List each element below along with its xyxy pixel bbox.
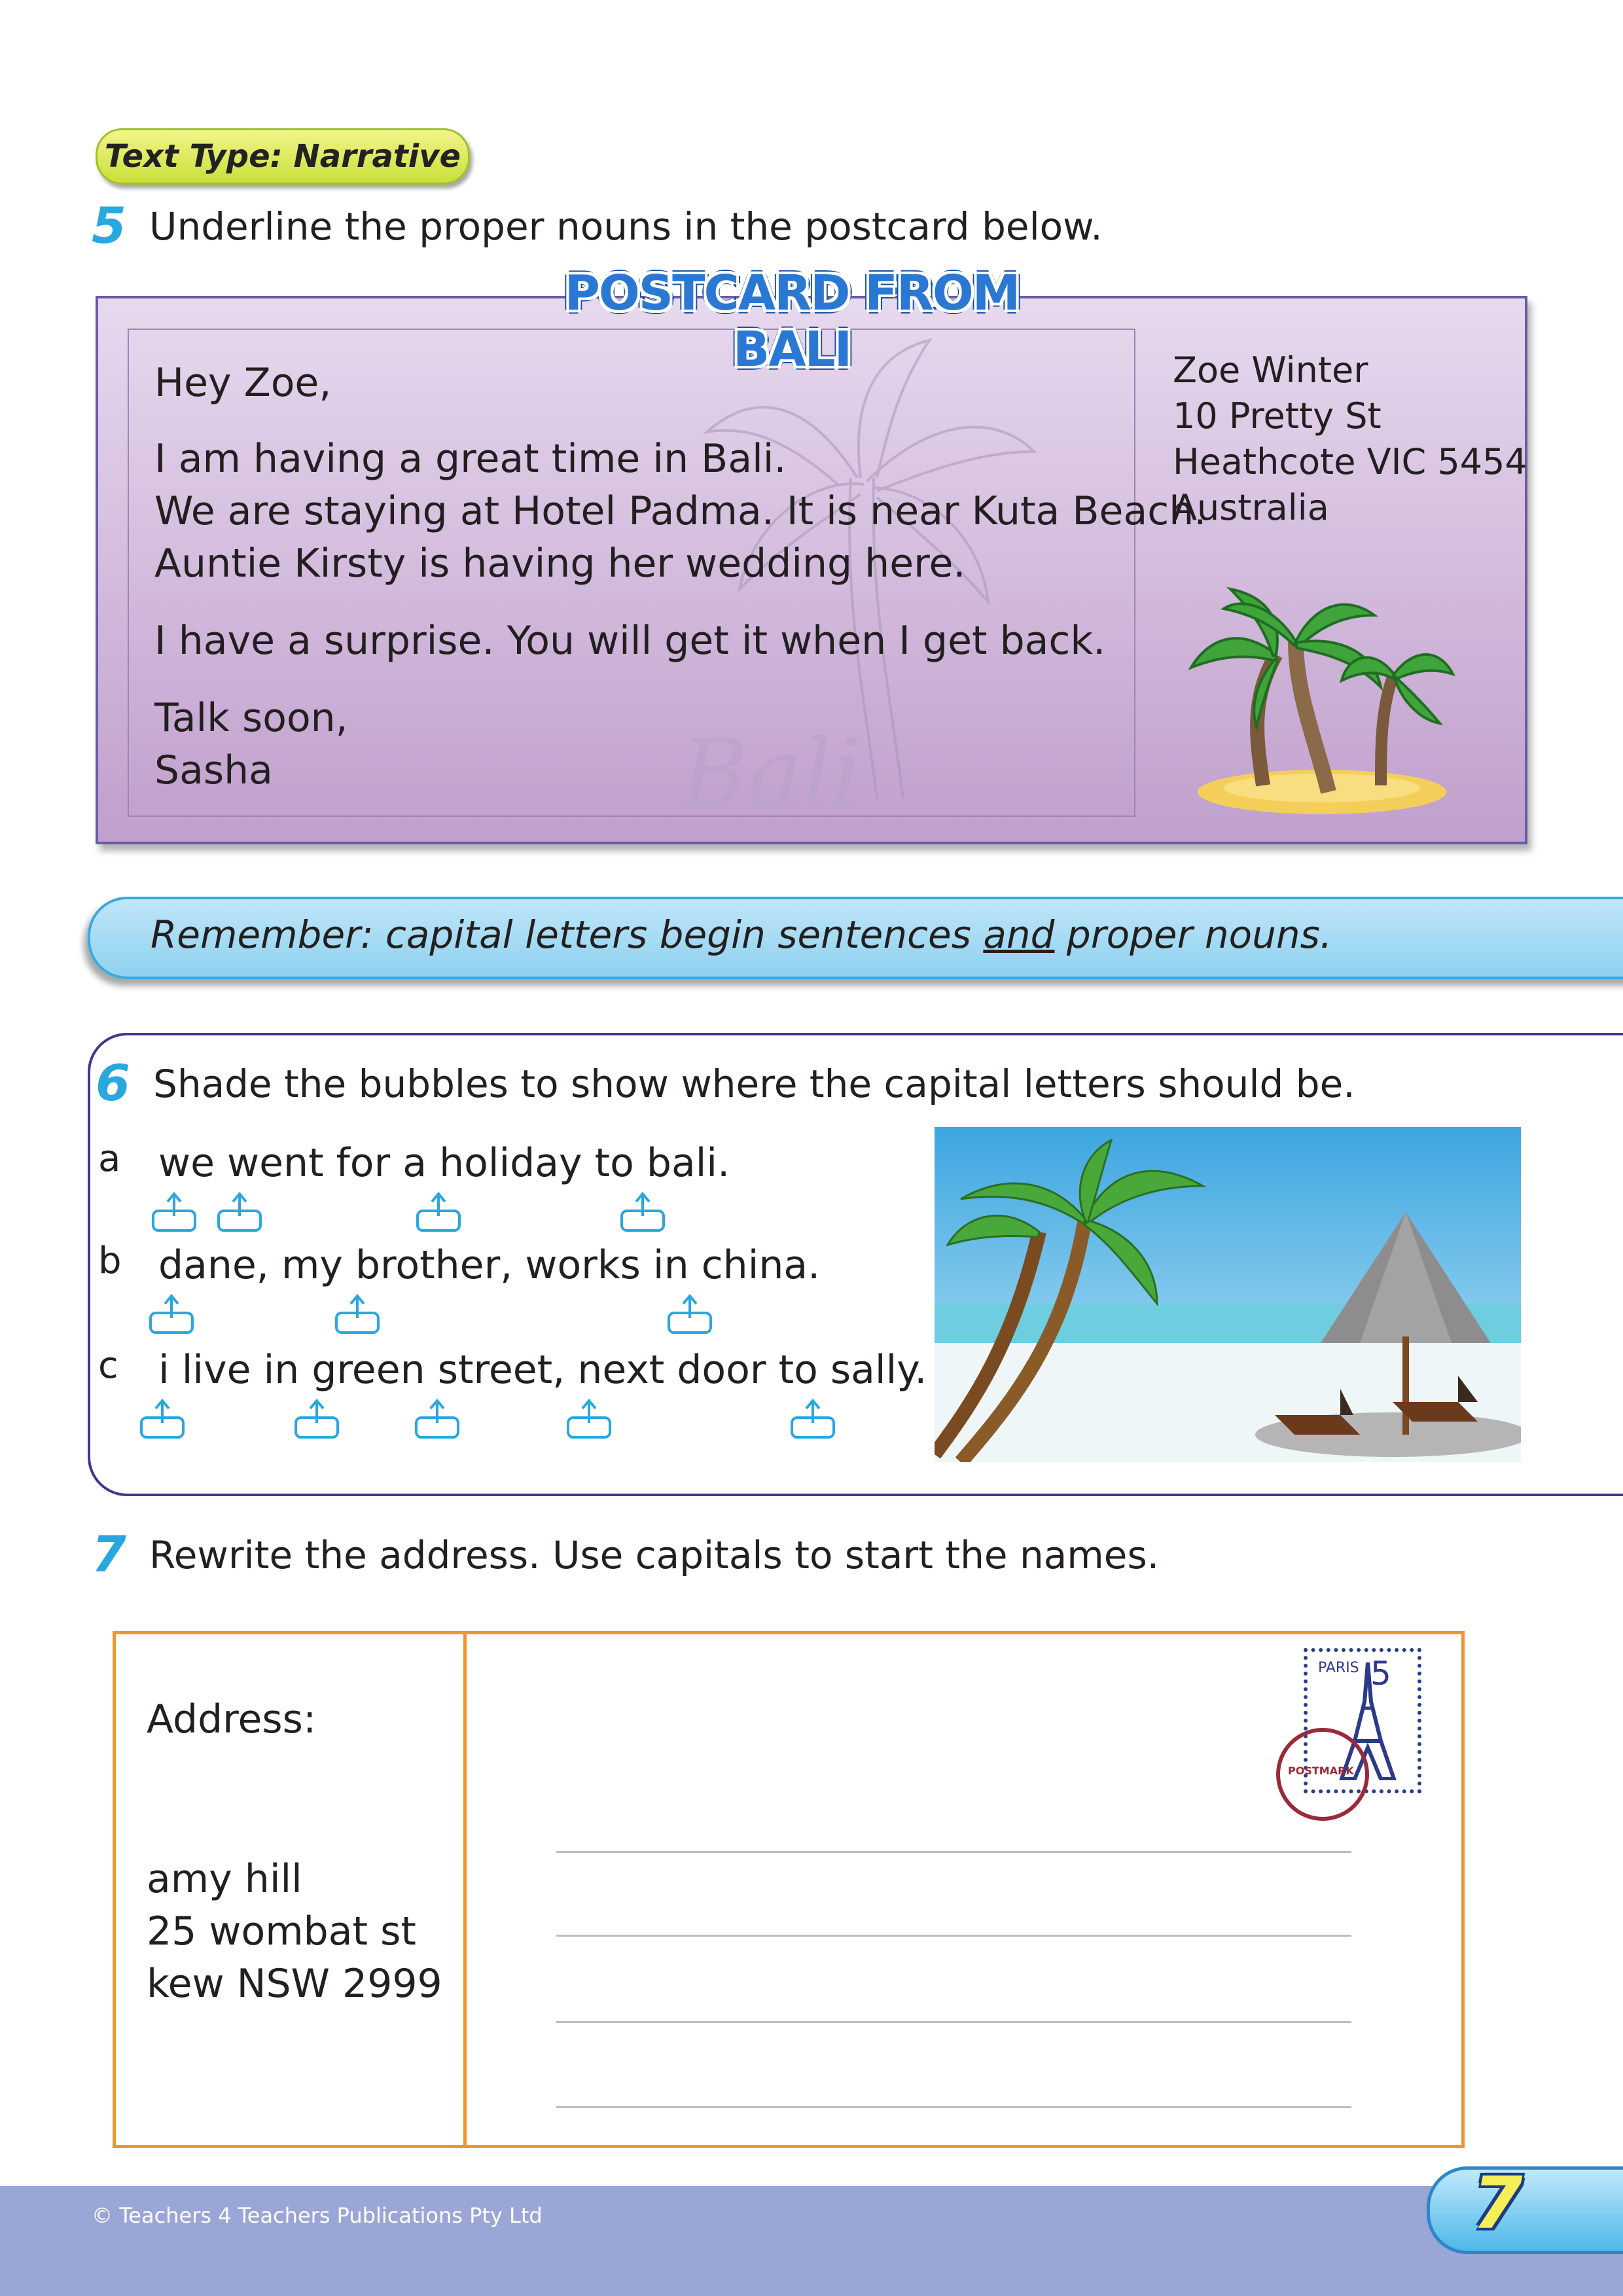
bubble-c-3[interactable] [416, 1401, 458, 1437]
postcard-address-line-2: 10 Pretty St [1173, 395, 1382, 437]
postcard-title: POSTCARD FROM BALI [564, 265, 1020, 378]
bubble-a-4[interactable] [622, 1194, 664, 1230]
answer-line-3[interactable] [556, 2021, 1351, 2023]
stamp-value: 5 [1370, 1655, 1391, 1693]
postcard-line-4: I have a surprise. You will get it when I get back. [154, 618, 1106, 664]
page-number-tab [1427, 2166, 1623, 2254]
reminder-text-end: proper nouns. [1054, 912, 1332, 957]
bubble-c-5[interactable] [792, 1401, 834, 1437]
given-address-line-2: 25 wombat st [147, 1909, 416, 1954]
given-address-line-3: kew NSW 2999 [147, 1961, 442, 2007]
beach-illustration [935, 1127, 1521, 1462]
postcard-address-line-1: Zoe Winter [1173, 350, 1368, 391]
footer-copyright: © Teachers 4 Teachers Publications Pty Ltd [92, 2203, 543, 2228]
bubble-b-2[interactable] [336, 1296, 378, 1333]
question-6-number: 6 [96, 1054, 130, 1112]
bubble-c-2[interactable] [296, 1401, 338, 1437]
answer-line-4[interactable] [556, 2106, 1351, 2108]
postcard-line-3: Auntie Kirsty is having her wedding here. [154, 541, 966, 586]
postcard-signoff: Talk soon, [154, 695, 348, 741]
bubble-c-4[interactable] [568, 1401, 610, 1437]
address-box-divider [463, 1631, 467, 2148]
question-5-instruction: Underline the proper nouns in the postcard below. [149, 204, 1103, 249]
postcard-address-line-4: Australia [1173, 487, 1329, 528]
reminder-underlined-word: and [983, 912, 1055, 957]
postcard-greeting: Hey Zoe, [154, 360, 332, 406]
bubble-b-3[interactable] [669, 1296, 711, 1333]
question-6-instruction: Shade the bubbles to show where the capital letters should be. [153, 1062, 1355, 1106]
bubble-a-1[interactable] [153, 1194, 195, 1230]
sentence-a-letter: a [98, 1138, 121, 1180]
text-type-badge: Text Type: Narrative [96, 128, 470, 185]
sentence-c: i live in green street, next door to sally. [158, 1347, 927, 1393]
address-label: Address: [147, 1696, 317, 1742]
question-7-number: 7 [92, 1525, 126, 1583]
bubble-b-1[interactable] [151, 1296, 192, 1333]
postcard-line-2: We are staying at Hotel Padma. It is near Kuta Beach. [154, 488, 1207, 534]
sentence-b: dane, my brother, works in china. [158, 1242, 821, 1288]
question-5-number: 5 [92, 196, 126, 255]
stamp-text: PARIS [1318, 1660, 1359, 1676]
bubble-a-2[interactable] [219, 1194, 260, 1230]
page-number: 7 [1472, 2161, 1523, 2245]
postmark-text: POSTMARK [1288, 1765, 1354, 1777]
answer-line-2[interactable] [556, 1935, 1351, 1937]
given-address-line-1: amy hill [147, 1856, 302, 1902]
sentence-b-letter: b [98, 1240, 122, 1282]
bubble-c-1[interactable] [141, 1401, 183, 1437]
postcard-address-line-3: Heathcote VIC 5454 [1173, 441, 1527, 482]
bali-watermark: Bali [681, 720, 861, 827]
postcard-line-1: I am having a great time in Bali. [154, 436, 787, 482]
answer-line-1[interactable] [556, 1851, 1351, 1853]
postcard-signature: Sasha [154, 747, 273, 793]
sentence-a: we went for a holiday to bali. [158, 1140, 730, 1186]
reminder-text-start: Remember: capital letters begin sentences [151, 912, 984, 957]
bubble-a-3[interactable] [418, 1194, 459, 1230]
question-7-instruction: Rewrite the address. Use capitals to start the names. [149, 1533, 1160, 1577]
sentence-c-letter: c [98, 1344, 118, 1387]
